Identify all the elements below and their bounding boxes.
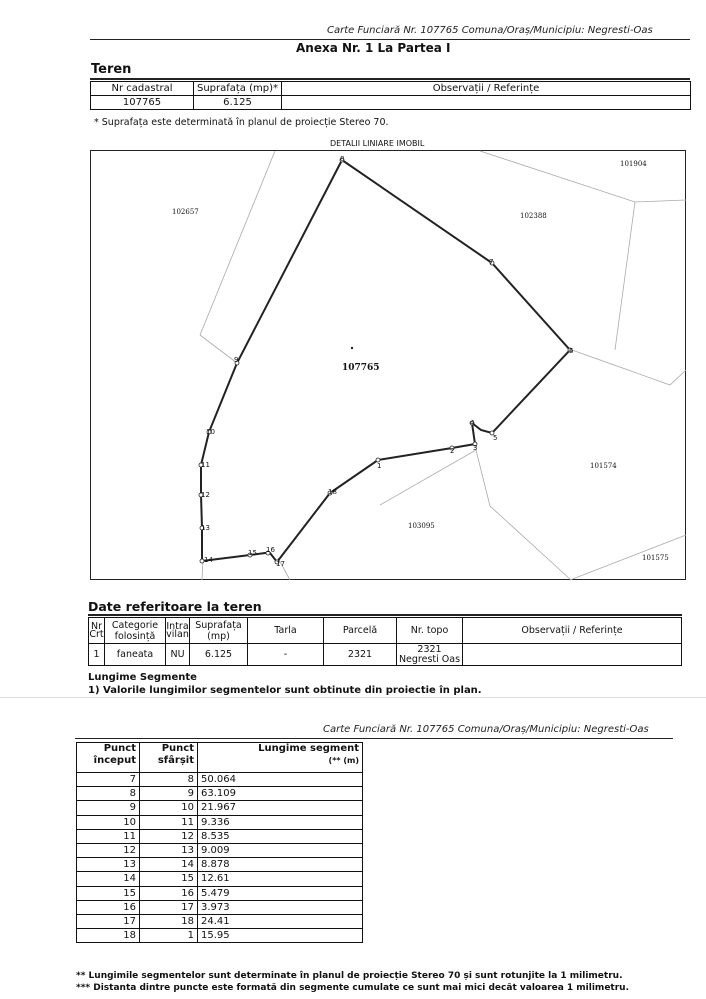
svg-text:3: 3 [473,444,478,452]
td-observatii [282,96,691,110]
teren-table-row [91,96,691,110]
segment-end: 14 [140,858,198,872]
td-suprafata-mp: 6.125 [190,644,248,666]
svg-text:1: 1 [377,462,382,470]
nr-topo-number: 2321 [417,643,442,655]
svg-text:2: 2 [450,447,455,455]
segment-start: 12 [77,843,140,857]
segment-row [77,929,363,943]
svg-text:17: 17 [276,560,285,568]
segment-start: 16 [77,900,140,914]
th-suprafata: Suprafața (mp)* [194,82,282,96]
vertex-17 [275,560,285,568]
td-parcela: 2321 [324,644,397,666]
section-teren-rule [90,78,690,80]
nr-topo-locality: Negresti Oas [398,653,461,665]
label-102657: 102657 [172,208,199,216]
segment-end: 9 [140,787,198,801]
segments-table-header [77,743,363,773]
segment-row [77,815,363,829]
td-tarla: - [248,644,324,666]
svg-text:9: 9 [234,356,239,364]
th-observatii-date: Observații / Referințe [463,618,682,644]
segment-row [77,900,363,914]
parcel-map [90,150,687,581]
segment-end: 11 [140,815,198,829]
map-title: DETALII LINIARE IMOBIL [330,139,425,148]
vertex-13 [200,524,210,532]
vertex-15 [248,549,257,557]
segment-start: 9 [77,801,140,815]
section-date-title: Date referitoare la teren [88,599,262,614]
teren-table [90,81,691,110]
segment-end: 13 [140,843,198,857]
segments-table-body [77,773,363,943]
date-table-header [89,618,682,644]
label-107765: 107765 [342,363,380,373]
th-lungime-segment [198,743,363,773]
svg-text:4: 4 [470,419,475,427]
segment-end: 10 [140,801,198,815]
segments-table [76,742,363,943]
segment-length: 5.479 [198,886,363,900]
page2-note2: *** Distanta dintre puncte este formată din segmente cumulate ce sunt mai mici decât valoarea 1 milimetru. [76,983,629,993]
annex-title: Anexa Nr. 1 La Partea I [296,41,451,55]
th-lungime-label: Lungime segment [258,743,359,754]
segment-row [77,914,363,928]
page-break [0,697,706,698]
segment-row [77,829,363,843]
th-tarla: Tarla [248,618,324,644]
vertex-6 [568,347,574,355]
segment-length: 15.95 [198,929,363,943]
page2-header-rule [75,738,673,739]
segment-length: 8.878 [198,858,363,872]
vertex-12 [199,491,210,499]
segment-row [77,872,363,886]
segment-length: 63.109 [198,787,363,801]
segment-row [77,787,363,801]
svg-text:8: 8 [340,155,345,163]
svg-text:5: 5 [493,434,498,442]
segment-row [77,801,363,815]
segment-row [77,858,363,872]
th-suprafata-mp: Suprafața (mp) [190,618,248,644]
segment-length: 8.535 [198,829,363,843]
segment-end: 16 [140,886,198,900]
vertex-4 [470,419,475,427]
th-nr-cadastral: Nr cadastral [91,82,194,96]
th-observatii: Observații / Referințe [282,82,691,96]
vertex-7 [489,258,494,266]
segment-start: 17 [77,914,140,928]
vertex-16 [266,546,275,555]
segment-start: 18 [77,929,140,943]
label-101575: 101575 [642,554,669,562]
th-nr-crt: Nr Crt [89,618,105,644]
svg-text:6: 6 [569,347,574,355]
segment-length: 9.009 [198,843,363,857]
td-categorie: faneata [105,644,166,666]
td-nr-crt: 1 [89,644,105,666]
segment-start: 15 [77,886,140,900]
label-101904: 101904 [620,160,647,168]
section-date-rule [88,614,682,616]
segment-length: 3.973 [198,900,363,914]
segment-start: 8 [77,787,140,801]
svg-text:14: 14 [204,556,213,564]
date-table-row [89,644,682,666]
label-102388: 102388 [520,212,547,220]
vertex-3 [473,442,477,452]
vertex-10 [206,428,215,436]
th-categorie: Categorie folosință [105,618,166,644]
svg-text:7: 7 [489,258,494,266]
th-punct-inceput: Punct început [77,743,140,773]
header-rule [90,39,690,40]
td-nr-cadastral: 107765 [91,96,194,110]
page2-header: Carte Funciară Nr. 107765 Comuna/Oraș/Municipiu: Negresti-Oas [323,724,649,735]
vertex-11 [199,461,210,469]
th-nr-topo: Nr. topo [397,618,463,644]
td-observatii-date [463,644,682,666]
vertex-2 [450,446,454,455]
th-intravilan: Intra vilan [166,618,190,644]
svg-text:12: 12 [201,491,210,499]
segment-row [77,886,363,900]
td-nr-topo [397,644,463,666]
segment-end: 15 [140,872,198,886]
segment-row [77,843,363,857]
segment-row [77,773,363,787]
segment-length: 21.967 [198,801,363,815]
segment-length: 50.064 [198,773,363,787]
segment-start: 11 [77,829,140,843]
page2-note1: ** Lungimile segmentelor sunt determinate în planul de proiecție Stereo 70 și sunt rotunjite la 1 milimetru. [76,971,623,981]
label-103095: 103095 [408,522,435,530]
segment-end: 18 [140,914,198,928]
page1-header: Carte Funciară Nr. 107765 Comuna/Oraș/Municipiu: Negresti-Oas [327,25,653,36]
date-table [88,617,682,666]
segment-start: 10 [77,815,140,829]
segment-end: 8 [140,773,198,787]
label-101574: 101574 [590,462,617,470]
parcel-centroid [351,347,353,349]
teren-table-header [91,82,691,96]
vertex-18 [328,488,337,496]
section-teren-title: Teren [91,62,132,77]
vertex-9 [234,356,239,365]
vertex-8 [340,155,344,163]
segment-end: 17 [140,900,198,914]
svg-text:10: 10 [206,428,215,436]
segment-start: 7 [77,773,140,787]
teren-note: * Suprafața este determinată în planul de proiecție Stereo 70. [94,117,389,128]
segment-end: 12 [140,829,198,843]
svg-text:15: 15 [248,549,257,557]
th-lungime-unit: (** (m) [328,756,359,765]
td-intravilan: NU [166,644,190,666]
lungime-note: 1) Valorile lungimilor segmentelor sunt obtinute din proiectie în plan. [88,685,482,695]
svg-text:18: 18 [328,488,337,496]
segment-start: 14 [77,872,140,886]
th-punct-sfarsit: Punct sfârșit [140,743,198,773]
segment-length: 9.336 [198,815,363,829]
segment-start: 13 [77,858,140,872]
segment-length: 12.61 [198,872,363,886]
segment-end: 1 [140,929,198,943]
svg-text:11: 11 [201,461,210,469]
svg-text:16: 16 [266,546,275,554]
th-parcela: Parcelă [324,618,397,644]
svg-text:13: 13 [201,524,210,532]
td-suprafata: 6.125 [194,96,282,110]
lungime-title: Lungime Segmente [88,672,197,683]
segment-length: 24.41 [198,914,363,928]
